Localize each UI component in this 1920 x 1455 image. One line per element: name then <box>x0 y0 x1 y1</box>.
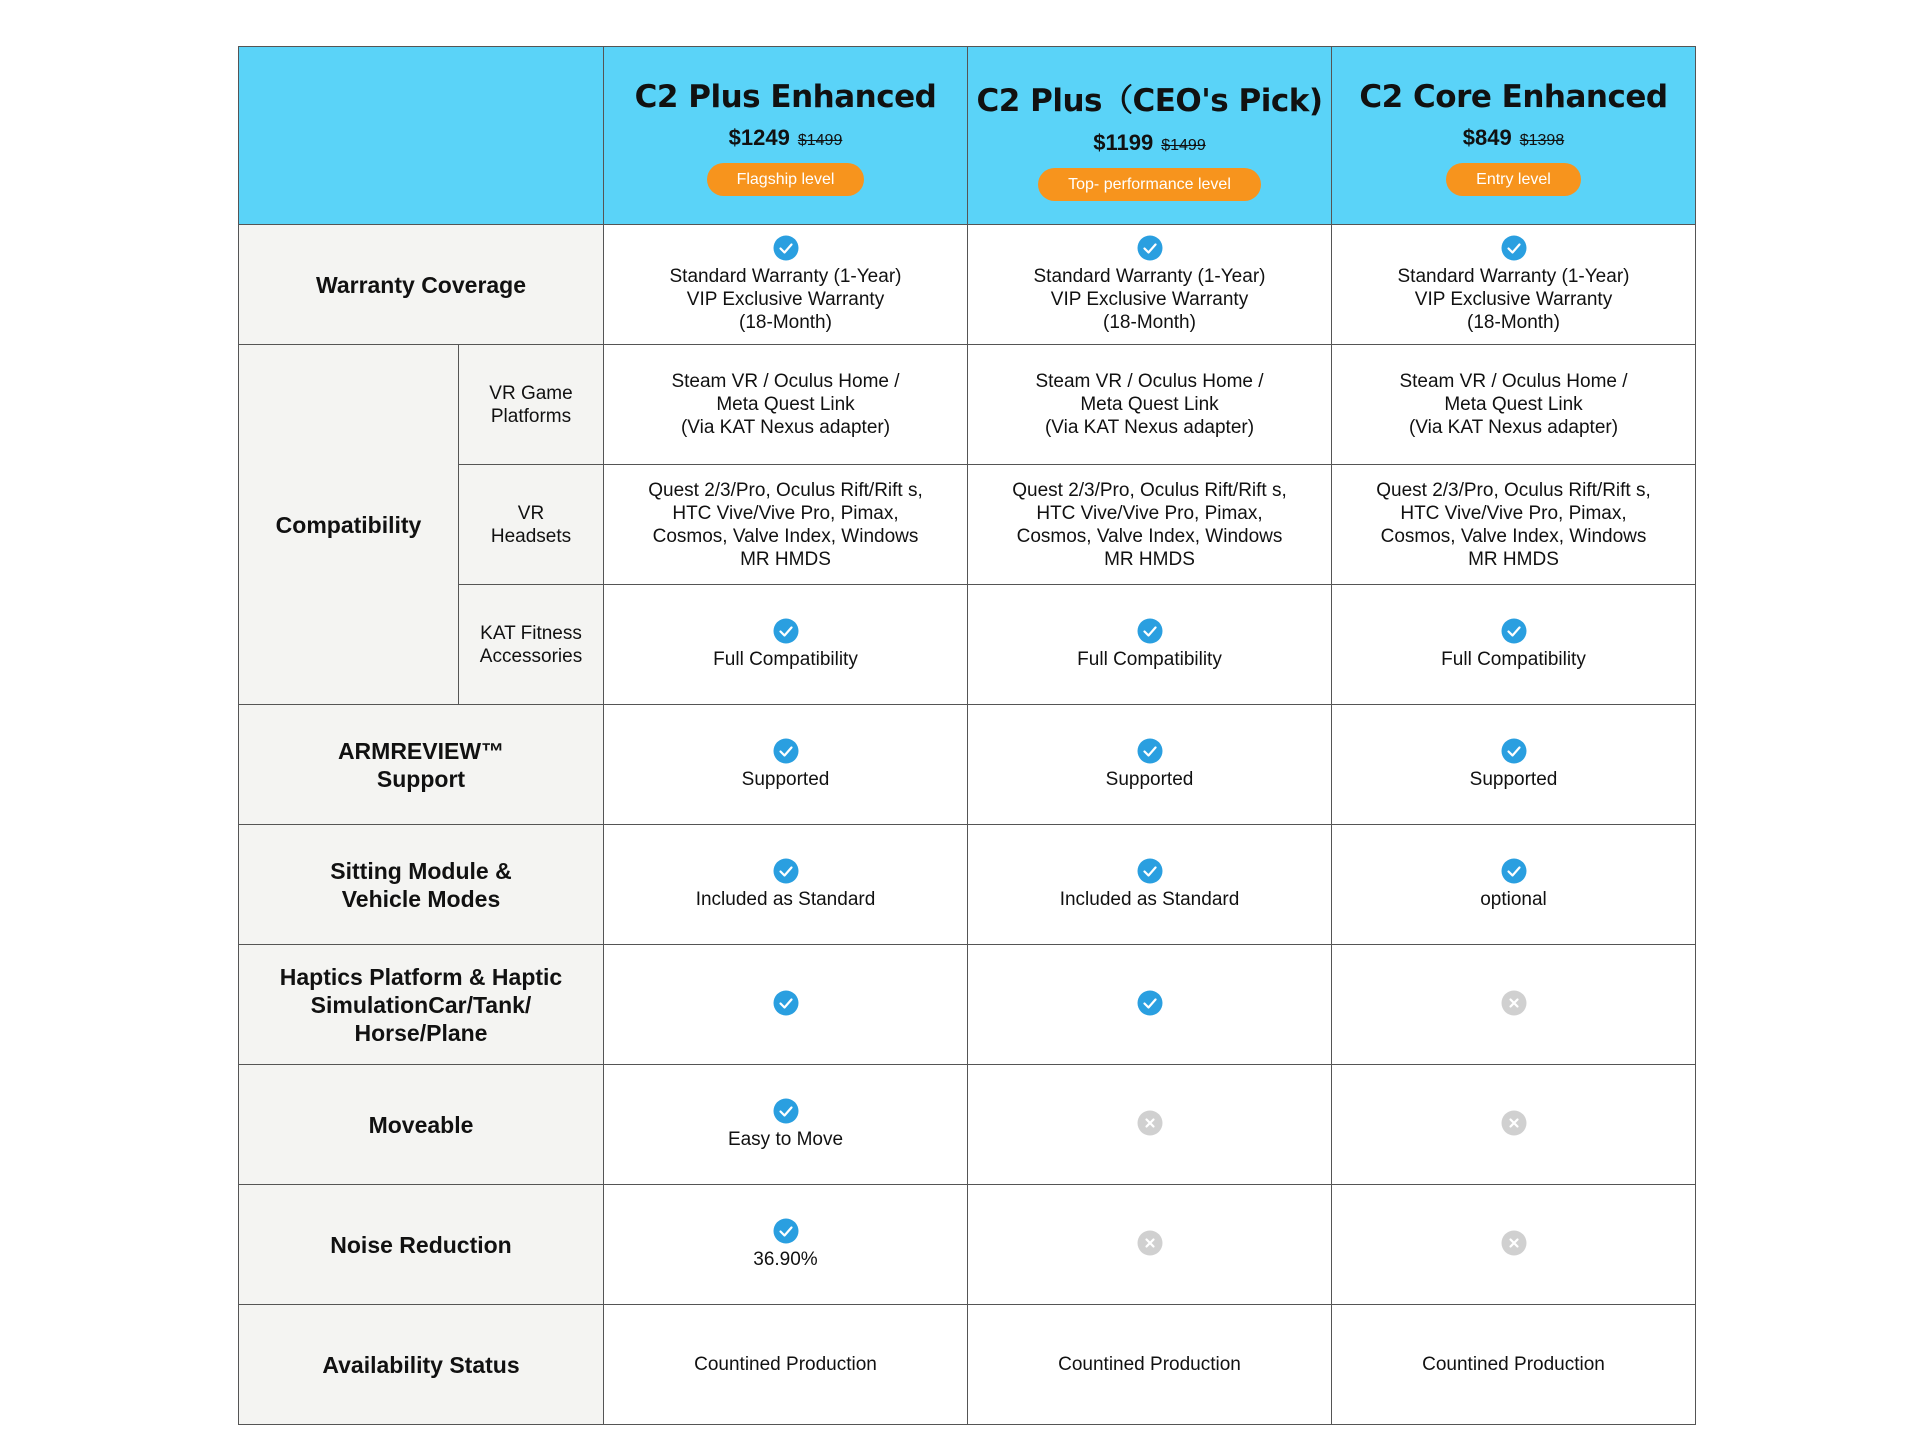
cross-icon <box>1501 990 1527 1016</box>
value-cell <box>968 945 1332 1065</box>
value-cell <box>968 585 1332 705</box>
cell-text: Countined Production <box>1422 1354 1605 1375</box>
value-cell <box>968 1065 1332 1185</box>
value-cell <box>1332 1305 1696 1425</box>
value-cell <box>604 1305 968 1425</box>
cell-text: Standard Warranty (1-Year) VIP Exclusive Warranty (18-Month) <box>1033 266 1266 333</box>
check-icon <box>773 618 799 644</box>
cell-text: Steam VR / Oculus Home / Meta Quest Link (Via KAT Nexus adapter) <box>671 371 900 438</box>
price-line <box>1332 125 1695 151</box>
row-availability <box>239 1305 1696 1425</box>
row-compat-platforms <box>239 345 1696 465</box>
check-icon <box>773 1218 799 1244</box>
level-badge: Flagship level <box>707 163 865 196</box>
check-icon <box>773 738 799 764</box>
cell-text: Full Compatibility <box>1441 649 1586 670</box>
cell-text: Steam VR / Oculus Home / Meta Quest Link (Via KAT Nexus adapter) <box>1035 371 1264 438</box>
cell-text: 36.90% <box>753 1249 818 1270</box>
row-noise <box>239 1185 1696 1305</box>
value-cell <box>604 585 968 705</box>
cross-icon <box>1137 1230 1163 1256</box>
cell-text: Easy to Move <box>727 1129 844 1150</box>
price-line <box>968 130 1331 156</box>
cell-text: Standard Warranty (1-Year) VIP Exclusive Warranty (18-Month) <box>1397 266 1630 333</box>
row-label: Moveable <box>239 1065 604 1185</box>
level-badge: Entry level <box>1446 163 1581 196</box>
product-header-c2-plus <box>968 47 1332 225</box>
value-cell <box>1332 465 1696 585</box>
price: $1249 <box>728 125 790 150</box>
product-name: C2 Plus（CEO's Pick) <box>976 82 1323 119</box>
check-icon <box>1501 618 1527 644</box>
cross-icon <box>1501 1230 1527 1256</box>
row-label: Sitting Module & Vehicle Modes <box>239 825 604 945</box>
row-haptics <box>239 945 1696 1065</box>
value-cell <box>604 345 968 465</box>
value-cell <box>1332 585 1696 705</box>
product-name: C2 Core Enhanced <box>1359 79 1668 115</box>
cell-text: Standard Warranty (1-Year) VIP Exclusive Warranty (18-Month) <box>669 266 902 333</box>
check-icon <box>1137 990 1163 1016</box>
value-cell <box>968 1305 1332 1425</box>
value-cell <box>1332 1065 1696 1185</box>
row-moveable <box>239 1065 1696 1185</box>
row-sitting <box>239 825 1696 945</box>
value-cell <box>604 1185 968 1305</box>
cell-text: Countined Production <box>694 1354 877 1375</box>
value-cell <box>1332 825 1696 945</box>
cell-text: Full Compatibility <box>1077 649 1222 670</box>
value-cell <box>604 825 968 945</box>
cell-text: Countined Production <box>1058 1354 1241 1375</box>
cell-text: Supported <box>741 769 830 790</box>
row-label: Availability Status <box>239 1305 604 1425</box>
row-warranty <box>239 225 1696 345</box>
sub-label: KAT Fitness Accessories <box>459 585 604 705</box>
value-cell <box>968 345 1332 465</box>
value-cell <box>604 945 968 1065</box>
comparison-table <box>238 46 1696 1425</box>
value-cell <box>604 225 968 345</box>
check-icon <box>773 1098 799 1124</box>
old-price: $1499 <box>797 132 843 149</box>
cell-text: optional <box>1480 889 1547 910</box>
cross-icon <box>1501 1110 1527 1136</box>
check-icon <box>1501 235 1527 261</box>
value-cell <box>1332 345 1696 465</box>
cell-text: Supported <box>1469 769 1558 790</box>
cell-text: Quest 2/3/Pro, Oculus Rift/Rift s, HTC Vive/Vive Pro, Pimax, Cosmos, Valve Index, Windows MR HMDS <box>648 479 923 570</box>
row-label: ARMREVIEW™ Support <box>239 705 604 825</box>
cell-text: Supported <box>1105 769 1194 790</box>
value-cell <box>604 465 968 585</box>
value-cell <box>604 1065 968 1185</box>
check-icon <box>773 990 799 1016</box>
price: $849 <box>1462 125 1512 150</box>
value-cell <box>968 705 1332 825</box>
value-cell <box>1332 705 1696 825</box>
old-price: $1398 <box>1519 132 1565 149</box>
check-icon <box>1501 738 1527 764</box>
level-badge: Top- performance level <box>1038 168 1261 201</box>
cell-text: Quest 2/3/Pro, Oculus Rift/Rift s, HTC Vive/Vive Pro, Pimax, Cosmos, Valve Index, Windows MR HMDS <box>1376 479 1651 570</box>
product-header-c2-core-enhanced <box>1332 47 1696 225</box>
value-cell <box>1332 225 1696 345</box>
value-cell <box>1332 1185 1696 1305</box>
check-icon <box>1501 858 1527 884</box>
value-cell <box>604 705 968 825</box>
cell-text: Included as Standard <box>1059 889 1240 910</box>
check-icon <box>1137 738 1163 764</box>
row-label: Warranty Coverage <box>239 225 604 345</box>
product-header-c2-plus-enhanced <box>604 47 968 225</box>
header-row <box>239 47 1696 225</box>
product-name: C2 Plus Enhanced <box>634 79 937 115</box>
value-cell <box>968 465 1332 585</box>
cell-text: Steam VR / Oculus Home / Meta Quest Link (Via KAT Nexus adapter) <box>1399 371 1628 438</box>
row-label: Noise Reduction <box>239 1185 604 1305</box>
value-cell <box>968 225 1332 345</box>
value-cell <box>968 825 1332 945</box>
value-cell <box>968 1185 1332 1305</box>
value-cell <box>1332 945 1696 1065</box>
check-icon <box>773 858 799 884</box>
sub-label: VR Game Platforms <box>459 345 604 465</box>
row-label: Haptics Platform & Haptic SimulationCar/Tank/ Horse/Plane <box>239 945 604 1065</box>
row-armreview <box>239 705 1696 825</box>
row-label-compatibility: Compatibility <box>239 345 459 705</box>
cross-icon <box>1137 1110 1163 1136</box>
price-line <box>604 125 967 151</box>
cell-text: Quest 2/3/Pro, Oculus Rift/Rift s, HTC Vive/Vive Pro, Pimax, Cosmos, Valve Index, Windows MR HMDS <box>1012 479 1287 570</box>
price: $1199 <box>1093 129 1154 155</box>
sub-label: VR Headsets <box>459 465 604 585</box>
check-icon <box>1137 858 1163 884</box>
check-icon <box>773 235 799 261</box>
check-icon <box>1137 618 1163 644</box>
check-icon <box>1137 235 1163 261</box>
header-empty-cell <box>239 47 604 225</box>
old-price: $1499 <box>1161 136 1206 154</box>
cell-text: Included as Standard <box>695 889 876 910</box>
cell-text: Full Compatibility <box>713 649 858 670</box>
